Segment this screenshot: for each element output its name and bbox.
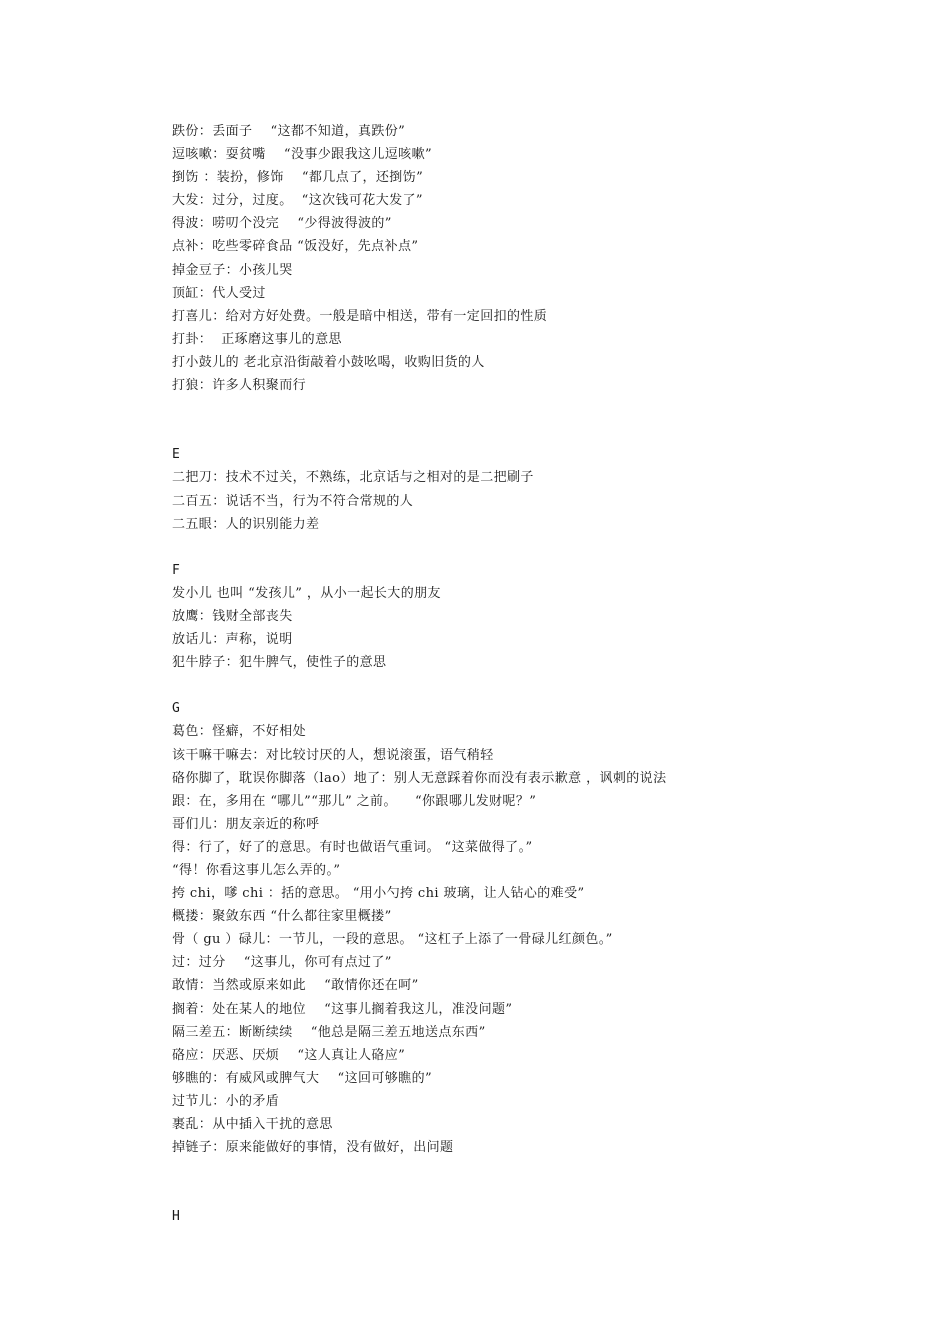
entry-line: 硌应：厌恶、厌烦 “这人真让人硌应” xyxy=(172,1047,406,1063)
entry-line: 过节儿：小的矛盾 xyxy=(172,1093,280,1109)
entry-line: 敢情：当然或原来如此 “敢情你还在呵” xyxy=(172,978,419,994)
entry-line: 二把刀：技术不过关，不熟练，北京话与之相对的是二把刷子 xyxy=(172,470,534,486)
entry-line: 裹乱：从中插入干扰的意思 xyxy=(172,1117,333,1133)
entry-line: 犯牛脖子：犯牛脾气，使性子的意思 xyxy=(172,655,387,671)
spacer xyxy=(172,536,892,559)
entry-line: 二五眼：人的识别能力差 xyxy=(172,516,320,532)
section-e xyxy=(172,443,892,535)
entry-line: 放鹰：钱财全部丧失 xyxy=(172,608,293,624)
section-heading: F xyxy=(172,562,181,578)
entry-line: 过：过分 “这事儿，你可有点过了” xyxy=(172,955,392,971)
entry-line: 掉金豆子：小孩儿哭 xyxy=(172,262,293,278)
entry-line: 捯饬 ：装扮，修饰 “都几点了，还捯饬” xyxy=(172,170,424,186)
entry-line: 葛色：怪癖，不好相处 xyxy=(172,724,307,740)
entry-line: 概搂：聚敛东西 “什么都往家里概搂” xyxy=(172,909,392,925)
entry-line: 掉链子：原来能做好的事情，没有做好，出问题 xyxy=(172,1140,454,1156)
entry-line: 跌份：丢面子 “这都不知道，真跌份” xyxy=(172,124,406,139)
entry-line: 二百五：说话不当，行为不符合常规的人 xyxy=(172,493,414,509)
spacer xyxy=(172,1182,892,1205)
section-d xyxy=(172,120,892,397)
entry-line: 哥们儿：朋友亲近的称呼 xyxy=(172,816,320,832)
entry-line: 得波：唠叨个没完 “少得波得波的” xyxy=(172,216,392,232)
entry-line: 打小鼓儿的 老北京沿街敲着小鼓吆喝，收购旧货的人 xyxy=(172,354,485,370)
entry-line: 隔三差五：断断续续 “他总是隔三差五地送点东西” xyxy=(172,1024,486,1040)
entry-line: 跟：在，多用在 “哪儿”“那儿” 之前。 “你跟哪儿发财呢？” xyxy=(172,793,537,809)
entry-line: 打狼：许多人积聚而行 xyxy=(172,378,307,394)
spacer xyxy=(172,1159,892,1182)
section-heading: G xyxy=(172,701,181,717)
entry-line: 放话儿：声称，说明 xyxy=(172,632,293,648)
entry-line: 够瞧的：有威风或脾气大 “这回可够瞧的” xyxy=(172,1070,433,1086)
entry-line: 逗咳嗽：耍贫嘴 “没事少跟我这儿逗咳嗽” xyxy=(172,147,433,163)
spacer xyxy=(172,420,892,443)
entry-line: 搁着：处在某人的地位 “这事儿搁着我这儿，准没问题” xyxy=(172,1001,513,1017)
entry-line: 该干嘛干嘛去：对比较讨厌的人，想说滚蛋，语气稍轻 xyxy=(172,747,494,763)
entry-line: 顶缸：代人受过 xyxy=(172,285,266,301)
spacer xyxy=(172,674,892,697)
spacer xyxy=(172,397,892,420)
entry-line: 发小儿 也叫 “发孩儿” ，从小一起长大的朋友 xyxy=(172,585,441,601)
document-page xyxy=(172,120,892,1229)
entry-line: 硌你脚了，耽误你脚落（lao）地了：别人无意踩着你而没有表示歉意 ，讽刺的说法 xyxy=(172,770,667,786)
entry-line: 打卦： 正琢磨这事儿的意思 xyxy=(172,331,342,347)
entry-line: 骨（ gu ）碌儿：一节儿，一段的意思。 “这杠子上添了一骨碌儿红颜色。” xyxy=(172,932,613,948)
entry-line: 点补：吃些零碎食品 “饭没好，先点补点” xyxy=(172,239,419,255)
section-heading: E xyxy=(172,447,181,463)
entry-line: 大发：过分，过度。 “这次钱可花大发了” xyxy=(172,193,423,209)
entry-line: 得：行了，好了的意思。有时也做语气重词。 “这菜做得了。” xyxy=(172,839,533,855)
section-h xyxy=(172,1205,892,1228)
entry-line: 打喜儿：给对方好处费。一般是暗中相送，带有一定回扣的性质 xyxy=(172,308,548,324)
entry-line: 挎 chi，嗲 chi ：括的意思。 “用小勺挎 chi 玻璃，让人钻心的难受” xyxy=(172,886,585,902)
section-f xyxy=(172,559,892,674)
section-heading: H xyxy=(172,1209,181,1225)
entry-line: “得！你看这事儿怎么弄的。” xyxy=(172,863,341,878)
section-g xyxy=(172,697,892,1159)
